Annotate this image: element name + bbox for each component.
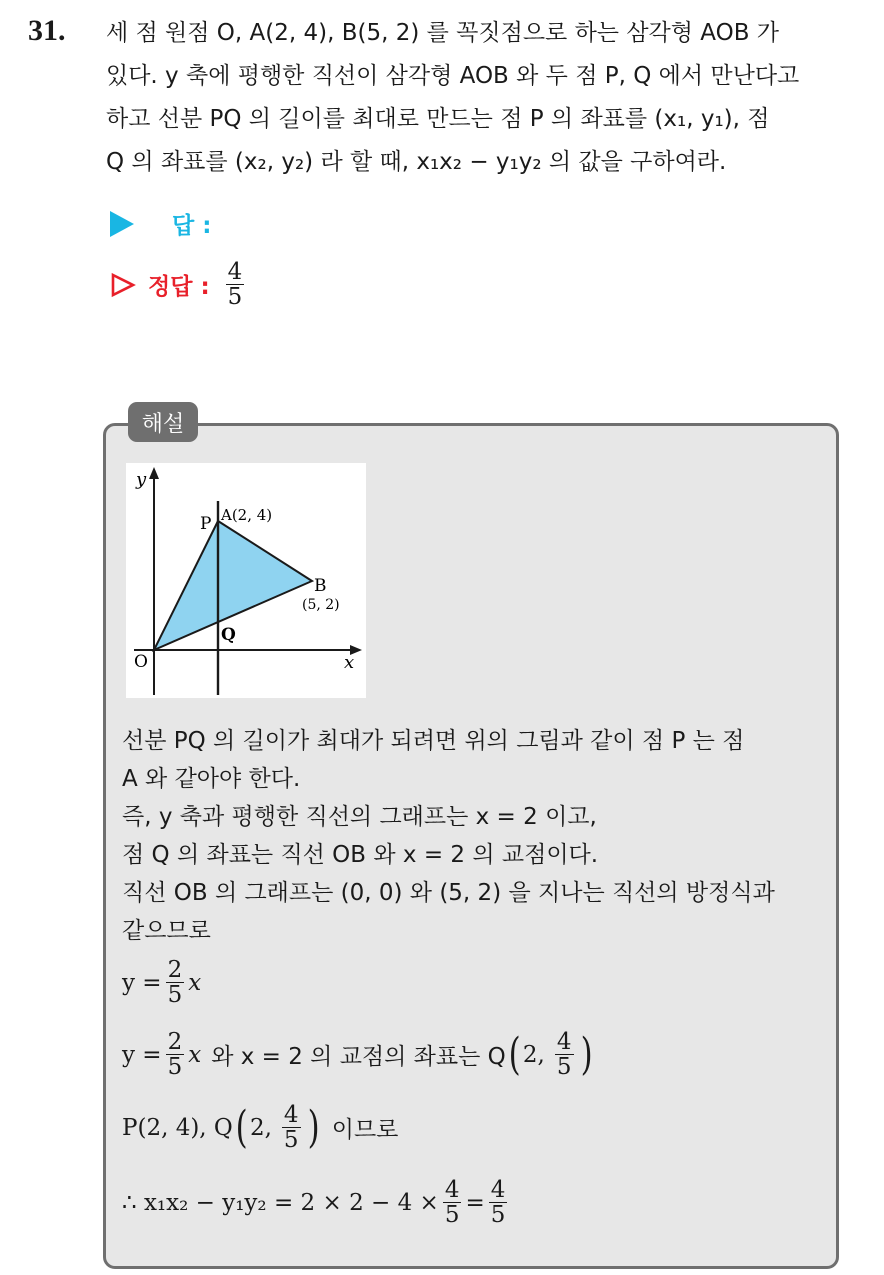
left-paren: ( [508, 1028, 521, 1080]
question-line: 있다. y 축에 평행한 직선이 삼각형 AOB 와 두 점 P, Q 에서 만난다고 [106, 63, 800, 89]
right-paren: ) [580, 1028, 593, 1080]
fraction-numerator: 4 [444, 1177, 460, 1203]
eq-equals: = [465, 1189, 485, 1216]
point-x: 2, [522, 1041, 545, 1068]
fraction-numerator: 4 [283, 1102, 299, 1128]
fraction-numerator: 2 [167, 1029, 183, 1055]
question-line: 세 점 원점 O, A(2, 4), B(5, 2) 를 꼭짓점으로 하는 삼각형 AOB 가 [106, 20, 780, 46]
eq-text: 이므로 [331, 1117, 399, 1144]
triangle-figure [126, 463, 366, 698]
axis-y-label: y [136, 469, 147, 490]
fraction-denominator: 5 [167, 1054, 183, 1081]
fraction-numerator: 2 [167, 957, 183, 983]
eq-fraction [443, 1178, 462, 1227]
eq-result-fraction [489, 1178, 508, 1227]
point-p-label: P [200, 514, 212, 534]
correct-answer-fraction [226, 260, 245, 309]
fraction-denominator: 5 [167, 982, 183, 1009]
equation-line-3 [122, 1103, 398, 1152]
eq-variable: x [188, 1041, 202, 1068]
solution-line: 선분 PQ 의 길이가 최대가 되려면 위의 그림과 같이 점 P 는 점 [122, 728, 745, 754]
eq-expression: ∴ x₁x₂ − y₁y₂ = 2 × 2 − 4 × [122, 1189, 439, 1216]
outline-arrow-icon [110, 272, 136, 298]
left-paren: ( [235, 1101, 248, 1153]
eq-variable: x [188, 969, 202, 996]
point-fraction [282, 1103, 301, 1152]
correct-answer-row [110, 260, 248, 309]
fraction-denominator: 5 [283, 1127, 299, 1154]
equation-line-4 [122, 1178, 511, 1227]
solution-tag: 해설 [128, 402, 198, 442]
point-x: 2, [249, 1114, 272, 1141]
point-a-label: A(2, 4) [221, 506, 273, 524]
question-line: Q 의 좌표를 (x₂, y₂) 라 할 때, x₁x₂ − y₁y₂ 의 값을 구하여라. [106, 149, 727, 175]
equation-line-2 [122, 1030, 595, 1079]
origin-label: O [134, 652, 148, 672]
axis-x-label: x [344, 652, 355, 673]
coordinate-diagram [126, 463, 366, 698]
play-arrow-icon [110, 211, 134, 237]
fraction-denominator: 5 [227, 284, 243, 311]
fraction-denominator: 5 [444, 1202, 460, 1229]
answer-label: 답 : [172, 213, 212, 239]
point-fraction [555, 1030, 574, 1079]
point-b-label: B [314, 576, 327, 596]
eq-text: 와 x = 2 의 교점의 좌표는 Q [211, 1044, 506, 1071]
correct-answer-label: 정답 : [148, 274, 210, 301]
solution-line: 즉, y 축과 평행한 직선의 그래프는 x = 2 이고, [122, 804, 597, 830]
fraction-numerator: 4 [227, 259, 243, 285]
point-b-coords: (5, 2) [302, 597, 340, 613]
question-line: 하고 선분 PQ 의 길이를 최대로 만드는 점 P 의 좌표를 (x₁, y₁), 점 [106, 106, 770, 132]
right-paren: ) [307, 1101, 320, 1153]
solution-line: A 와 같아야 한다. [122, 766, 301, 792]
equation-line-1 [122, 958, 201, 1007]
solution-text [122, 722, 832, 950]
fraction-denominator: 5 [556, 1054, 572, 1081]
fraction-numerator: 4 [556, 1029, 572, 1055]
eq-fraction [166, 958, 185, 1007]
fraction-denominator: 5 [490, 1202, 506, 1229]
solution-line: 같으므로 [122, 918, 211, 944]
eq-fraction [166, 1030, 185, 1079]
solution-line: 직선 OB 의 그래프는 (0, 0) 와 (5, 2) 을 지나는 직선의 방정식과 [122, 880, 775, 906]
eq-lhs: y = [122, 1041, 162, 1068]
point-q-label: Q [221, 625, 236, 645]
eq-points: P(2, 4), Q [122, 1114, 233, 1141]
solution-line: 점 Q 의 좌표는 직선 OB 와 x = 2 의 교점이다. [122, 842, 599, 868]
question-text [106, 12, 866, 184]
question-number: 31. [28, 14, 66, 47]
answer-row [110, 207, 211, 240]
eq-lhs: y = [122, 969, 162, 996]
y-axis-arrow-icon [149, 467, 159, 479]
fraction-numerator: 4 [490, 1177, 506, 1203]
